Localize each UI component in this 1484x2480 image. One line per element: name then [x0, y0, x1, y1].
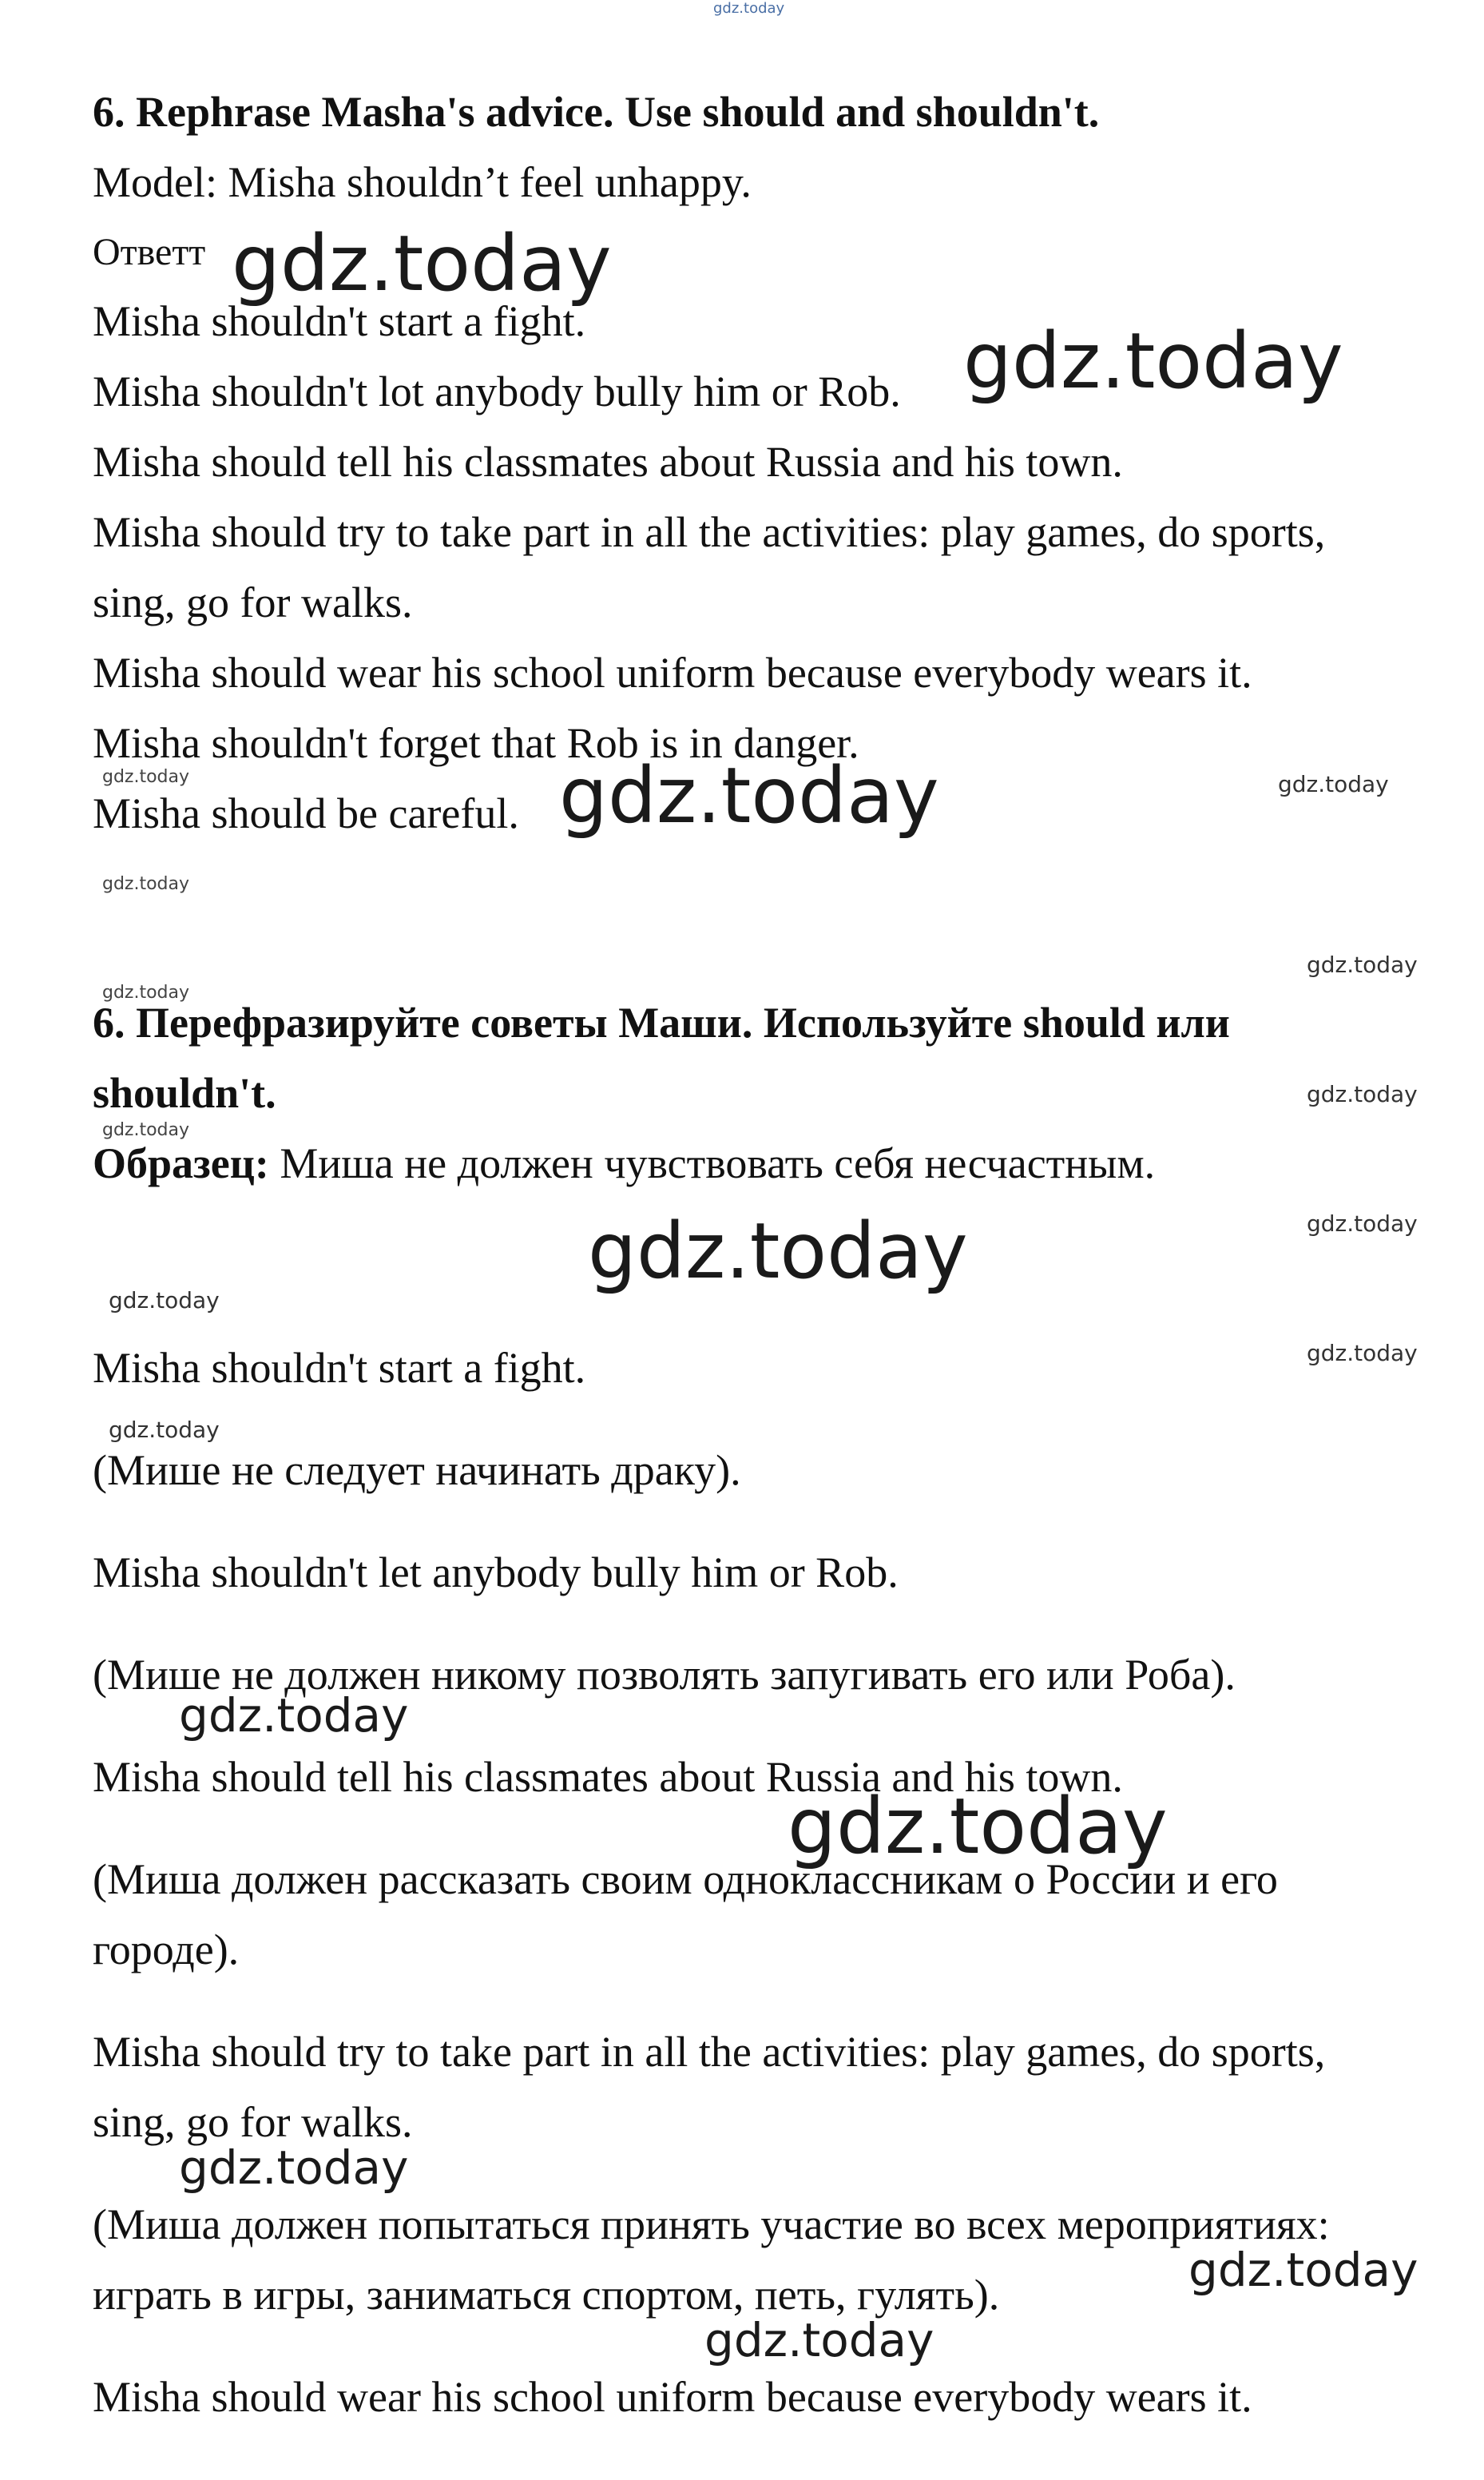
watermark: gdz.today: [1307, 1340, 1418, 1366]
answer-line: Misha should be careful.: [93, 789, 519, 837]
translation-line: Misha should wear his school uniform because everybody wears it.: [93, 2373, 1252, 2421]
watermark: gdz.today: [102, 1120, 190, 1140]
watermark: gdz.today: [588, 1206, 968, 1296]
watermark: gdz.today: [102, 983, 190, 1003]
model-sentence-ru: [93, 1138, 1155, 1189]
watermark: gdz.today: [109, 1417, 220, 1443]
answer-line: Misha shouldn't lot anybody bully him or Rob.: [93, 368, 901, 415]
model-label-ru: Образец:: [93, 1139, 269, 1187]
exercise-heading-ru: 6. Перефразируйте советы Маши. Используйте should или: [93, 999, 1230, 1047]
exercise-heading-en: 6. Rephrase Masha's advice. Use should and shouldn't.: [93, 88, 1100, 136]
watermark: gdz.today: [232, 219, 612, 308]
watermark: gdz.today: [179, 2140, 409, 2195]
watermark: gdz.today: [1307, 1210, 1418, 1237]
translation-line: городе).: [93, 1926, 240, 1973]
watermark: gdz.today: [179, 1688, 409, 1743]
watermark: gdz.today: [788, 1782, 1168, 1871]
watermark: gdz.today: [704, 2313, 934, 2367]
answer-line: Misha shouldn't forget that Rob is in danger.: [93, 719, 859, 767]
watermark: gdz.today: [1307, 1081, 1418, 1107]
translation-line: (Миша должен попытаться принять участие во всех мероприятиях:: [93, 2200, 1330, 2248]
watermark: gdz.today: [1188, 2243, 1419, 2297]
watermark: gdz.today: [109, 1287, 220, 1314]
translation-line: (Мише не следует начинать драку).: [93, 1446, 741, 1494]
translation-line: (Мише не должен никому позволять запугивать его или Роба).: [93, 1651, 1236, 1699]
watermark: gdz.today: [1278, 771, 1389, 797]
answer-line: Misha shouldn't start a fight.: [93, 297, 586, 345]
translation-line: Misha shouldn't start a fight.: [93, 1344, 586, 1392]
translation-line: играть в игры, заниматься спортом, петь, гулять).: [93, 2271, 1000, 2319]
watermark: gdz.today: [963, 316, 1343, 406]
watermark: gdz.today: [102, 767, 190, 787]
translation-line: Misha should tell his classmates about Russia and his town.: [93, 1753, 1123, 1801]
answer-label: Ответт: [93, 231, 206, 273]
translation-line: Misha shouldn't let anybody bully him or Rob.: [93, 1548, 899, 1596]
watermark: gdz.today: [713, 0, 785, 17]
watermark: gdz.today: [1307, 952, 1418, 978]
model-sentence-en: Model: Misha shouldn’t feel unhappy.: [93, 158, 752, 206]
exercise-heading-ru-cont: shouldn't.: [93, 1069, 276, 1117]
answer-line: Misha should try to take part in all the activities: play games, do sports,: [93, 508, 1326, 556]
model-text-ru: Миша не должен чувствовать себя несчастным.: [268, 1139, 1156, 1187]
answer-line: Misha should tell his classmates about Russia and his town.: [93, 438, 1123, 486]
translation-line: Misha should try to take part in all the activities: play games, do sports,: [93, 2028, 1326, 2076]
answer-line: sing, go for walks.: [93, 578, 413, 626]
answer-line: Misha should wear his school uniform because everybody wears it.: [93, 649, 1252, 697]
translation-line: (Миша должен рассказать своим одноклассникам о России и его: [93, 1855, 1278, 1903]
watermark: gdz.today: [559, 751, 939, 841]
watermark: gdz.today: [102, 874, 190, 894]
translation-line: sing, go for walks.: [93, 2098, 413, 2146]
